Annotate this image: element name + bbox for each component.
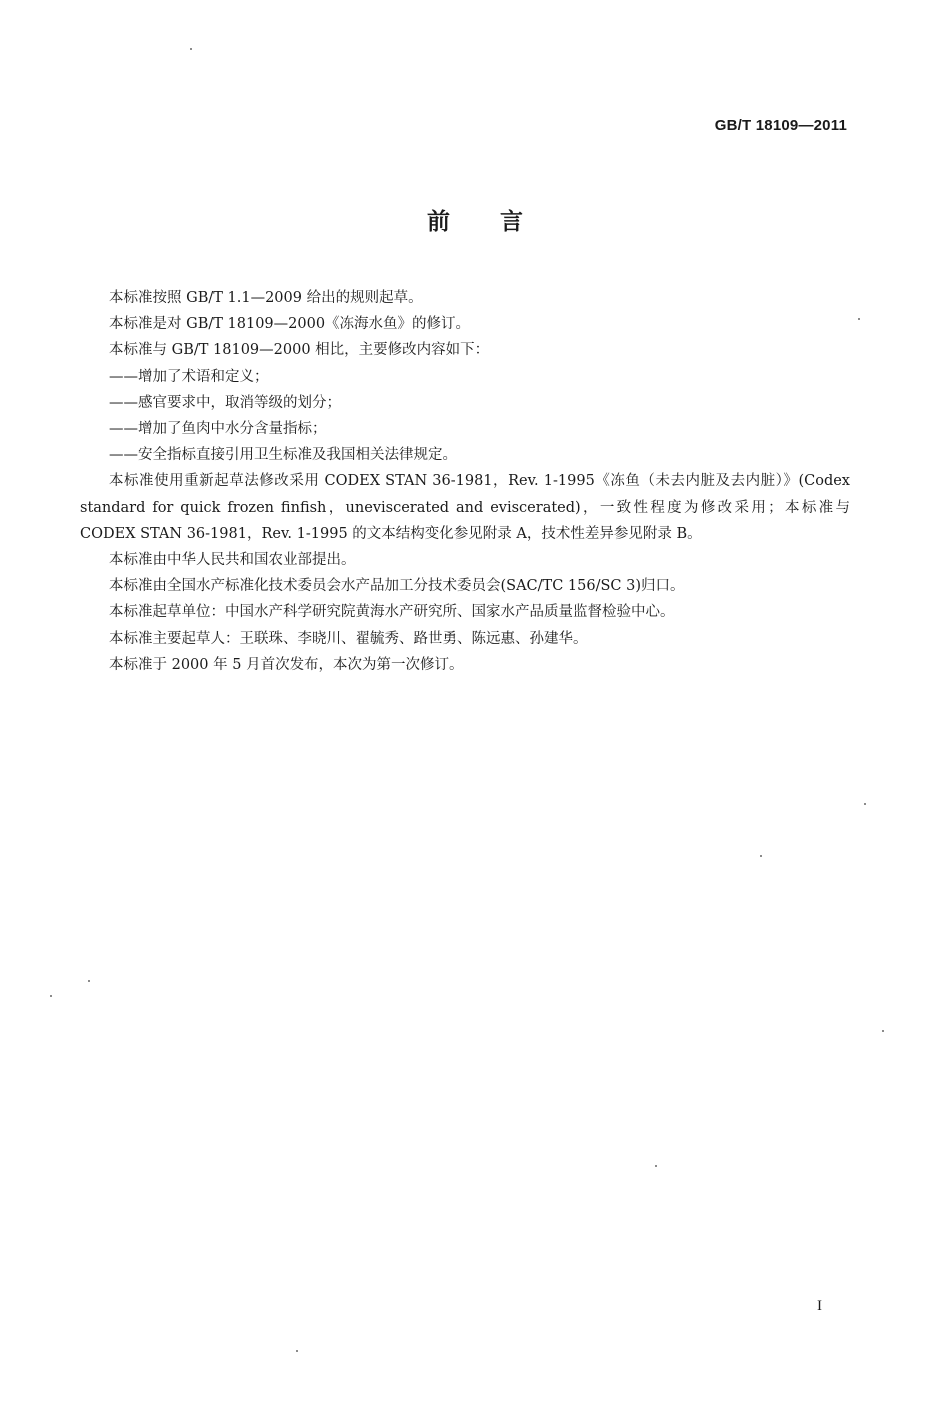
document-body — [80, 285, 850, 678]
scan-speck — [858, 318, 860, 320]
list-item: ——感官要求中，取消等级的划分； — [109, 394, 341, 411]
scan-speck — [88, 980, 90, 982]
list-item: ——安全指标直接引用卫生标准及我国相关法律规定。 — [109, 447, 457, 464]
paragraph-drafting-rules: 本标准按照 GB/T 1.1—2009 给出的规则起草。 — [109, 290, 423, 306]
list-item: ——增加了术语和定义； — [109, 368, 269, 385]
paragraph-release-history: 本标准于 2000 年 5 月首次发布，本次为第一次修订。 — [109, 656, 464, 673]
scan-speck — [190, 48, 192, 50]
scan-speck — [760, 855, 762, 857]
paragraph-proposed-by: 本标准由中华人民共和国农业部提出。 — [109, 552, 356, 569]
paragraph-revision-of: 本标准是对 GB/T 18109—2000《冻海水鱼》的修订。 — [109, 316, 471, 333]
paragraph-under-jurisdiction: 本标准由全国水产标准化技术委员会水产品加工分技术委员会(SAC/TC 156/SC 3)归口。 — [109, 578, 685, 595]
paragraph-drafters: 本标准主要起草人：王联珠、李晓川、翟毓秀、路世勇、陈远惠、孙建华。 — [109, 630, 588, 647]
paragraph-main-changes: 本标准与 GB/T 18109—2000 相比，主要修改内容如下： — [109, 342, 490, 359]
scan-speck — [50, 995, 52, 997]
paragraph-adoption: 本标准使用重新起草法修改采用 CODEX STAN 36-1981，Rev. 1-1995《冻鱼（未去内脏及去内脏）》(Codex standard for quick frozen finfish，uneviscerated and eviscerated)，一致性程度为修改采用；本标准与 CODEX STAN 36-1981，Rev. 1-1995 的文本结构变化参见附录 A，技术性差异参见附录 B。 — [80, 473, 850, 542]
scan-speck — [882, 1030, 884, 1032]
scan-speck — [655, 1165, 657, 1167]
scan-speck — [864, 803, 866, 805]
scan-speck — [296, 1350, 298, 1352]
page-title: 前言 — [427, 209, 573, 235]
paragraph-drafting-units: 本标准起草单位：中国水产科学研究院黄海水产研究所、国家水产品质量监督检验中心。 — [109, 604, 675, 621]
standard-number: GB/T 18109—2011 — [714, 117, 847, 134]
list-item: ——增加了鱼肉中水分含量指标； — [109, 421, 327, 438]
page-number: I — [817, 1298, 822, 1314]
